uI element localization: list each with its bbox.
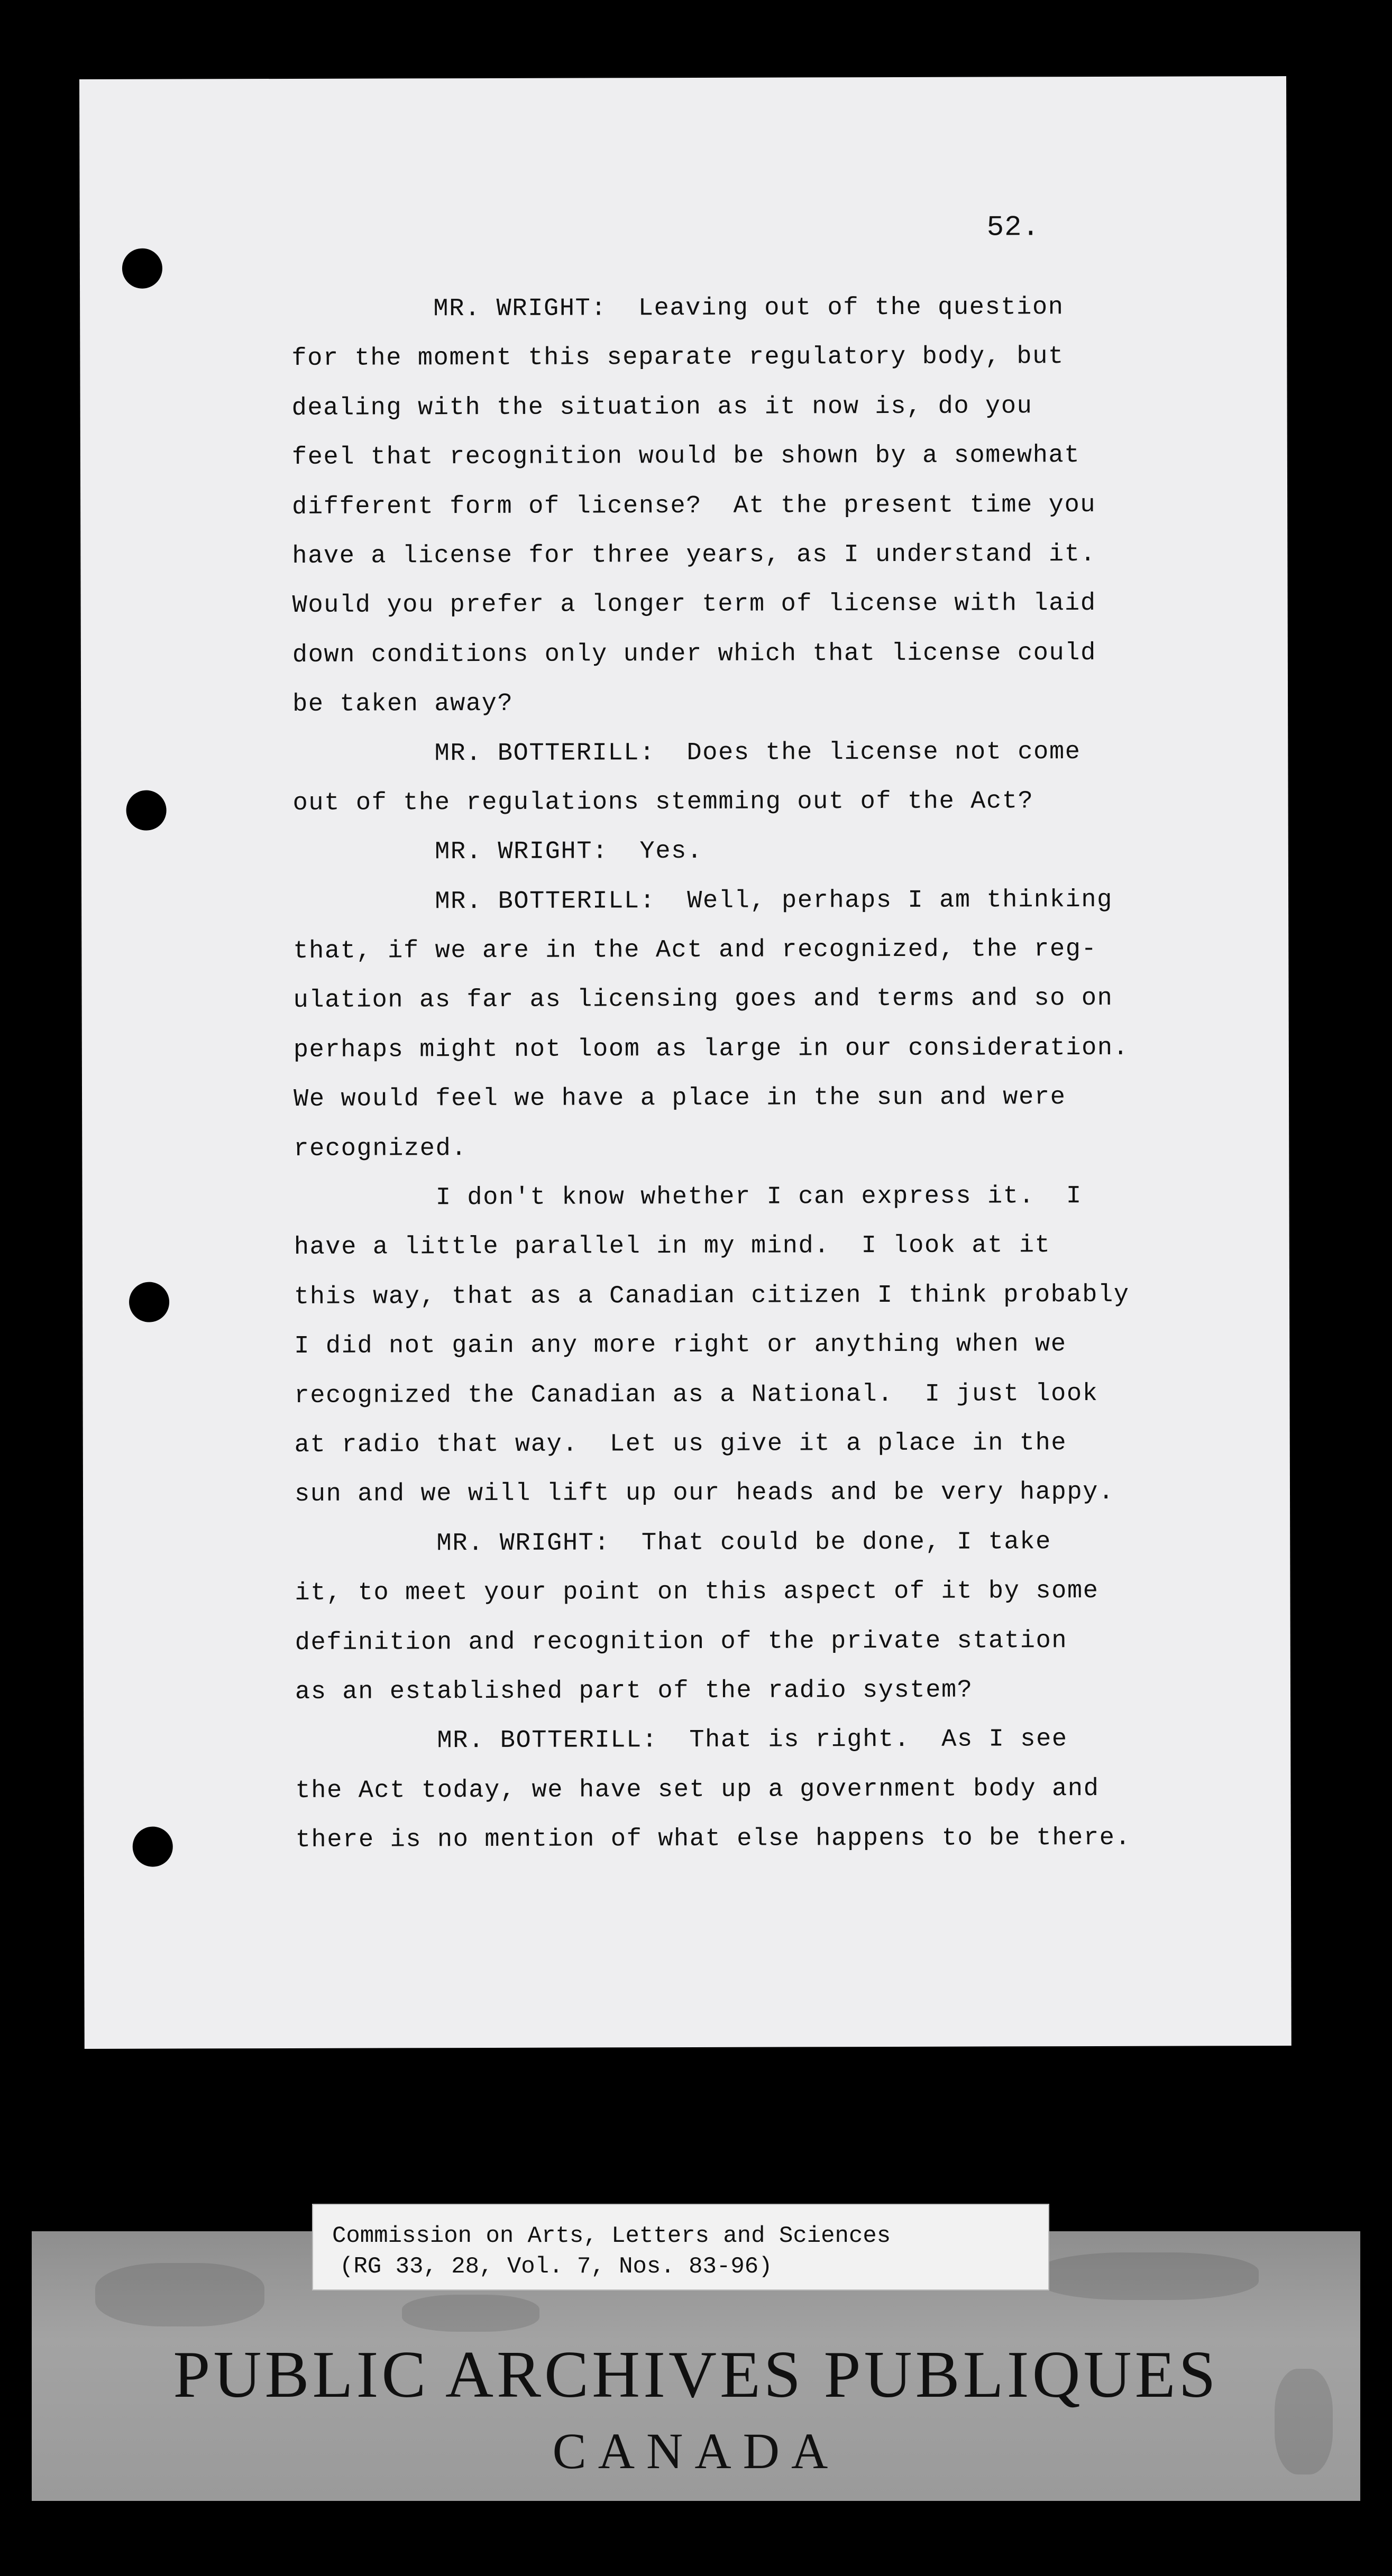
text-line: as an established part of the radio system?: [295, 1676, 973, 1706]
text-line: it, to meet your point on this aspect of it by some: [295, 1577, 1099, 1608]
text-line: be taken away?: [292, 689, 514, 719]
archive-label-line1: Commission on Arts, Letters and Sciences: [332, 2223, 891, 2249]
document-page: [79, 76, 1292, 2049]
text-line: feel that recognition would be shown by a somewhat: [291, 441, 1080, 472]
text-line: have a license for three years, as I understand it.: [292, 540, 1096, 571]
text-line: I don't know whether I can express it. I: [294, 1182, 1082, 1212]
text-line: recognized.: [294, 1134, 468, 1163]
text-line: MR. WRIGHT: Leaving out of the question: [291, 293, 1064, 324]
punch-hole: [122, 249, 162, 289]
text-line: MR. BOTTERILL: That is right. As I see: [295, 1725, 1068, 1756]
text-line: for the moment this separate regulatory body, but: [291, 343, 1064, 373]
text-line: ulation as far as licensing goes and terms and so on: [293, 985, 1113, 1015]
text-line: down conditions only under which that license could: [292, 639, 1096, 669]
text-line: MR. BOTTERILL: Well, perhaps I am thinking: [293, 886, 1113, 916]
text-line: perhaps might not loom as large in our consideration.: [293, 1034, 1129, 1064]
punch-hole: [126, 790, 167, 831]
punch-hole: [133, 1827, 173, 1867]
text-line: MR. BOTTERILL: Does the license not come: [292, 738, 1081, 768]
text-line: recognized the Canadian as a National. I just look: [294, 1379, 1098, 1410]
text-line: I did not gain any more right or anything when we: [294, 1330, 1067, 1361]
text-line: at radio that way. Let us give it a place in the: [294, 1429, 1067, 1459]
text-line: have a little parallel in my mind. I look at it: [294, 1231, 1051, 1262]
text-line: definition and recognition of the private station: [295, 1626, 1068, 1657]
text-line: dealing with the situation as it now is, do you: [291, 392, 1033, 422]
punch-hole: [129, 1282, 169, 1322]
page-number: 52.: [986, 211, 1040, 244]
text-line: MR. WRIGHT: Yes.: [292, 838, 703, 867]
text-line: that, if we are in the Act and recognized, the reg-: [293, 935, 1097, 966]
text-line: We would feel we have a place in the sun and were: [293, 1083, 1066, 1114]
archives-stamp-subtitle: CANADA: [552, 2423, 840, 2479]
text-line: MR. WRIGHT: That could be done, I take: [295, 1528, 1051, 1558]
archives-stamp-title: PUBLIC ARCHIVES PUBLIQUES: [173, 2338, 1219, 2412]
archive-reference-label: [312, 2204, 1049, 2290]
text-line: there is no mention of what else happens to be there.: [295, 1824, 1131, 1855]
text-line: Would you prefer a longer term of license with laid: [292, 590, 1096, 620]
text-line: different form of license? At the present time you: [292, 491, 1096, 521]
archive-label-line2: (RG 33, 28, Vol. 7, Nos. 83-96): [340, 2253, 773, 2280]
text-line: the Act today, we have set up a government body and: [295, 1774, 1100, 1805]
transcript-text: [291, 283, 1195, 1865]
text-line: sun and we will lift up our heads and be very happy.: [294, 1478, 1114, 1509]
text-line: out of the regulations stemming out of the Act?: [292, 787, 1034, 817]
text-line: this way, that as a Canadian citizen I think probably: [294, 1281, 1130, 1311]
